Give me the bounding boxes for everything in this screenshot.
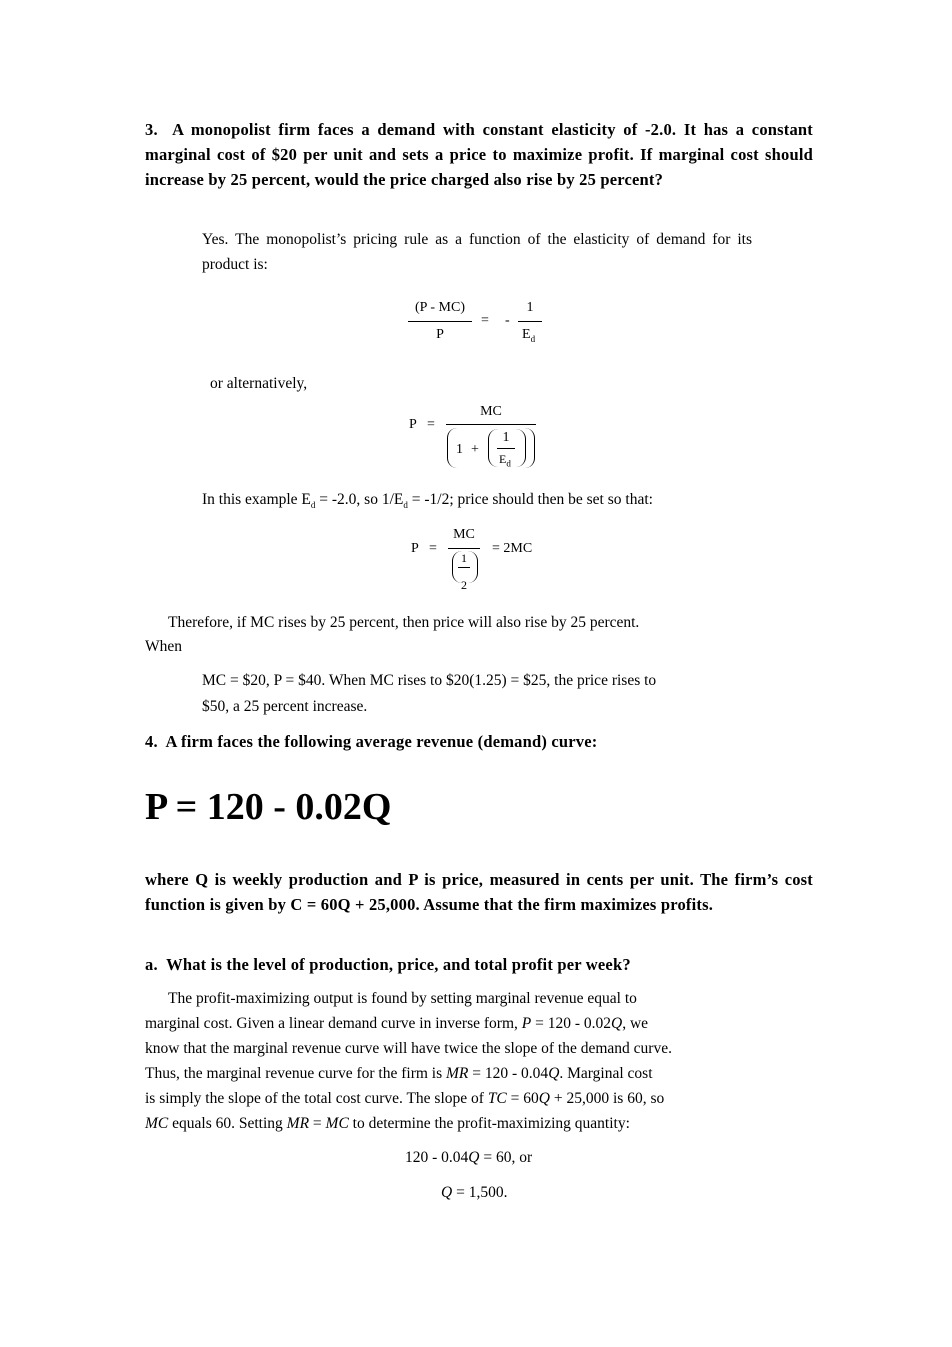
eq1-right-bar [518, 321, 542, 322]
eq3-numerator: MC [453, 527, 475, 542]
eq3-inner-bar [458, 567, 470, 568]
eq2-fraction-bar [446, 424, 536, 425]
question-4 [145, 729, 813, 754]
question-number: 3. [145, 120, 158, 139]
question-text: A firm faces the following average revenue (demand) curve: [165, 732, 598, 751]
eq3-equals: = [429, 541, 437, 556]
eq3-inner-numerator: 1 [461, 551, 467, 565]
answer-line-4: Thus, the marginal revenue curve for the firm is MR = 120 - 0.04Q. Marginal cost [145, 1065, 653, 1082]
eq2-numerator: MC [480, 404, 502, 419]
question-4a [145, 952, 813, 977]
result-line-1: 120 - 0.04Q = 60, or [405, 1149, 533, 1166]
eq1-right-numerator: 1 [526, 300, 534, 315]
part-text: What is the level of production, price, and total profit per week? [166, 955, 631, 974]
eq1-right-denominator: $E_d$ [522, 327, 536, 344]
eq3-rhs: = 2MC [492, 541, 533, 556]
eq3-inner-denominator: 2 [461, 578, 467, 592]
mc-line-2: $50, a 25 percent increase. [202, 698, 368, 715]
eq1-fraction-bar [408, 321, 472, 322]
mc-line-1: MC = $20, P = $40. When MC rises to $20(1.25) = $25, the price rises to [202, 672, 657, 689]
eq2-inner-denominator: $E_d$ [499, 452, 511, 469]
answer-intro: Yes. The monopolist’s pricing rule as a function of the elasticity of demand for its product is: [202, 231, 752, 273]
answer-line-6: MC equals 60. Setting MR = MC to determine the profit-maximizing quantity: [145, 1115, 630, 1132]
when-text: When [145, 638, 183, 655]
eq2-lhs: P [409, 417, 417, 432]
question-3 [145, 117, 813, 192]
question-text: A monopolist firm faces a demand with constant elasticity of -2.0. It has a constant marginal cost of $20 per unit and sets a price to maximize profit. If marginal cost should increase by 25 percent, would the price charged also rise by 25 percent? [145, 120, 813, 189]
part-label: a. [145, 955, 158, 974]
eq1-denominator: P [436, 327, 444, 342]
eq1-numerator: (P - MC) [414, 300, 466, 315]
answer-line-3: know that the marginal revenue curve will have twice the slope of the demand curve. [145, 1040, 672, 1057]
eq3-lhs: P [411, 541, 419, 556]
alt-text: or alternatively, [210, 375, 308, 392]
eq3-fraction-bar [448, 548, 480, 549]
eq2-inner-bar [497, 448, 515, 449]
question-number: 4. [145, 732, 158, 751]
eq2-plus: + [471, 442, 479, 457]
therefore-text: Therefore, if MC rises by 25 percent, then price will also rise by 25 percent. [168, 614, 640, 631]
result-line-2: Q = 1,500. [441, 1184, 508, 1201]
example-text: In this example $E_d = -2.0$, so $1/E_d = -1/2$; price should then be set so that: [202, 491, 653, 511]
answer-line-1: The profit-maximizing output is found by setting marginal revenue equal to [168, 990, 637, 1007]
eq1-minus: - [505, 313, 510, 328]
eq2-one: 1 [456, 442, 463, 457]
eq2-equals: = [427, 417, 435, 432]
demand-equation: P = 120 - 0.02Q [145, 786, 392, 828]
eq2-inner-numerator: 1 [502, 430, 510, 445]
question-4-where: where Q is weekly production and P is price, measured in cents per unit. The firm’s cost function is given by C = 60Q + 25,000. Assume that the firm maximizes profits. [145, 870, 813, 914]
answer-line-5: is simply the slope of the total cost curve. The slope of TC = 60Q + 25,000 is 60, so [145, 1090, 665, 1107]
answer-line-2: marginal cost. Given a linear demand curve in inverse form, P = 120 - 0.02Q, we [145, 1015, 649, 1032]
eq1-equals: = [481, 313, 489, 328]
